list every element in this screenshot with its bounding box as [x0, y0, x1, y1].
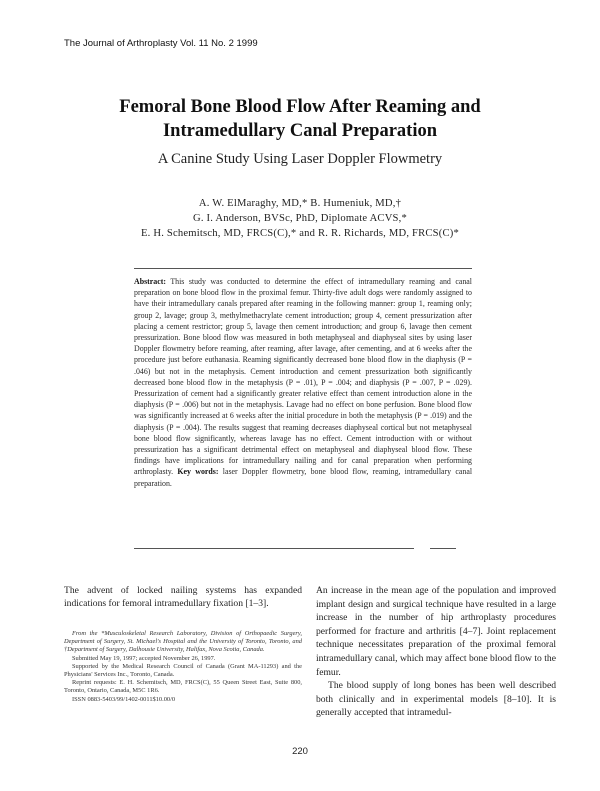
article-subtitle: A Canine Study Using Laser Doppler Flowmetry: [157, 151, 443, 167]
abstract-text: This study was conducted to determine the effect of intramedullary reaming and canal preparation on bone blood flow in the proximal femur. Thirty-five adult dogs were randomly assigned to have their intramedullary canals prepared after reaming in the following manner: group 1, reaming only; group 2, lavage; group 3, methylmethacrylate cement introduction; group 4, cement pressurization after placing a cement restrictor; group 5, lavage then cement introduction; and group 6, lavage then cement pressurization. Bone blood flow was measured in both metaphyseal and diaphyseal sites by using laser Doppler flowmetry before reaming, after reaming, after lavage, after cementing, and at 6 weeks after the procedure just before euthanasia. Reaming significantly decreased bone blood flow in the diaphysis (P = .046) but not in the metaphysis. Cement introduction and cement pressurization both significantly decreased bone blood flow in the metaphysis (P = .01), P = .004; and diaphysis (P = .007, P = .029). Pressurization of cement had a significantly greater relative effect than cement introduction alone in the diaphysis (P = .006) but not in the metaphysis. Lavage had no effect on bone perfusion. Bone blood flow was significantly increased at 6 weeks after the initial procedure in both the metaphysis (P = .019) and the diaphysis (P = .004). The results suggest that reaming decreases diaphyseal cortical but not metaphyseal bone blood flow significantly, whereas lavage has no effect. Cement introduction with or without pressurization has a significant detrimental effect on metaphyseal and diaphyseal blood flow. These findings have implications for intramedullary nailing and for canal preparation when performing arthroplasty.: [134, 277, 472, 477]
keywords-label: Key words:: [177, 467, 219, 477]
journal-header: The Journal of Arthroplasty Vol. 11 No. 2 1999: [64, 38, 258, 49]
abstract-label: Abstract:: [134, 277, 166, 286]
abstract-bottom-rule: [134, 548, 414, 549]
abstract-bottom-rule-end: [430, 548, 456, 549]
keywords-text: laser Doppler flowmetry, bone blood flow, reaming, intramedullary canal preparation.: [134, 467, 473, 488]
left-column-body: [64, 584, 302, 610]
abstract-top-rule: [134, 268, 472, 269]
author-line-1: A. W. ElMaraghy, MD,* B. Humeniuk, MD,†: [198, 198, 402, 209]
footnote-issn: ISSN 0883-5403/99/1402-0011$10.00/0: [72, 695, 176, 703]
right-paragraph-2: The blood supply of long bones has been well described both clinically and in experimental models [8–10]. It is generally accepted that intramedul-: [316, 680, 556, 719]
right-column-body: [316, 584, 556, 720]
author-line-3: E. H. Schemitsch, MD, FRCS(C),* and R. R. Richards, MD, FRCS(C)*: [141, 228, 459, 239]
footnote-reprints: Reprint requests: E. H. Schemitsch, MD, FRCS(C), 55 Queen Street East, Suite 800, Toronto, Ontario, Canada, M5C 1R6.: [64, 679, 302, 695]
author-line-2: G. I. Anderson, BVSc, PhD, Diplomate ACVS,*: [192, 213, 407, 224]
page-number: 220: [292, 746, 308, 757]
footnote-funding: Supported by the Medical Research Council of Canada (Grant MA-11293) and the Physicians' Services Inc., Toronto, Canada.: [64, 662, 302, 679]
footnotes: [64, 630, 302, 704]
footnote-submitted: Submitted May 19, 1997; accepted November 26, 1997.: [72, 654, 216, 662]
abstract: [134, 276, 472, 489]
article-title-line-2: Intramedullary Canal Preparation: [162, 121, 438, 141]
article-title-line-1: Femoral Bone Blood Flow After Reaming and: [119, 97, 481, 117]
right-paragraph-1: An increase in the mean age of the population and improved implant design and surgical technique have resulted in a large increase in the number of hip arthroplasty procedures performed for fracture and arthritis [4–7]. Joint replacement technique necessitates preparation of the proximal femoral intramedullary canal, which may affect bone blood flow to the femur.: [316, 585, 556, 678]
left-column-paragraph: The advent of locked nailing systems has expanded indications for femoral intramedullary fixation [1–3].: [64, 585, 302, 609]
footnote-affiliation: From the *Musculoskeletal Research Laboratory, Division of Orthopaedic Surgery, Department of Surgery, St. Michael's Hospital and the University of Toronto, Toronto, and †Department of Surgery, Dalhousie University, Halifax, Nova Scotia, Canada.: [64, 630, 302, 654]
